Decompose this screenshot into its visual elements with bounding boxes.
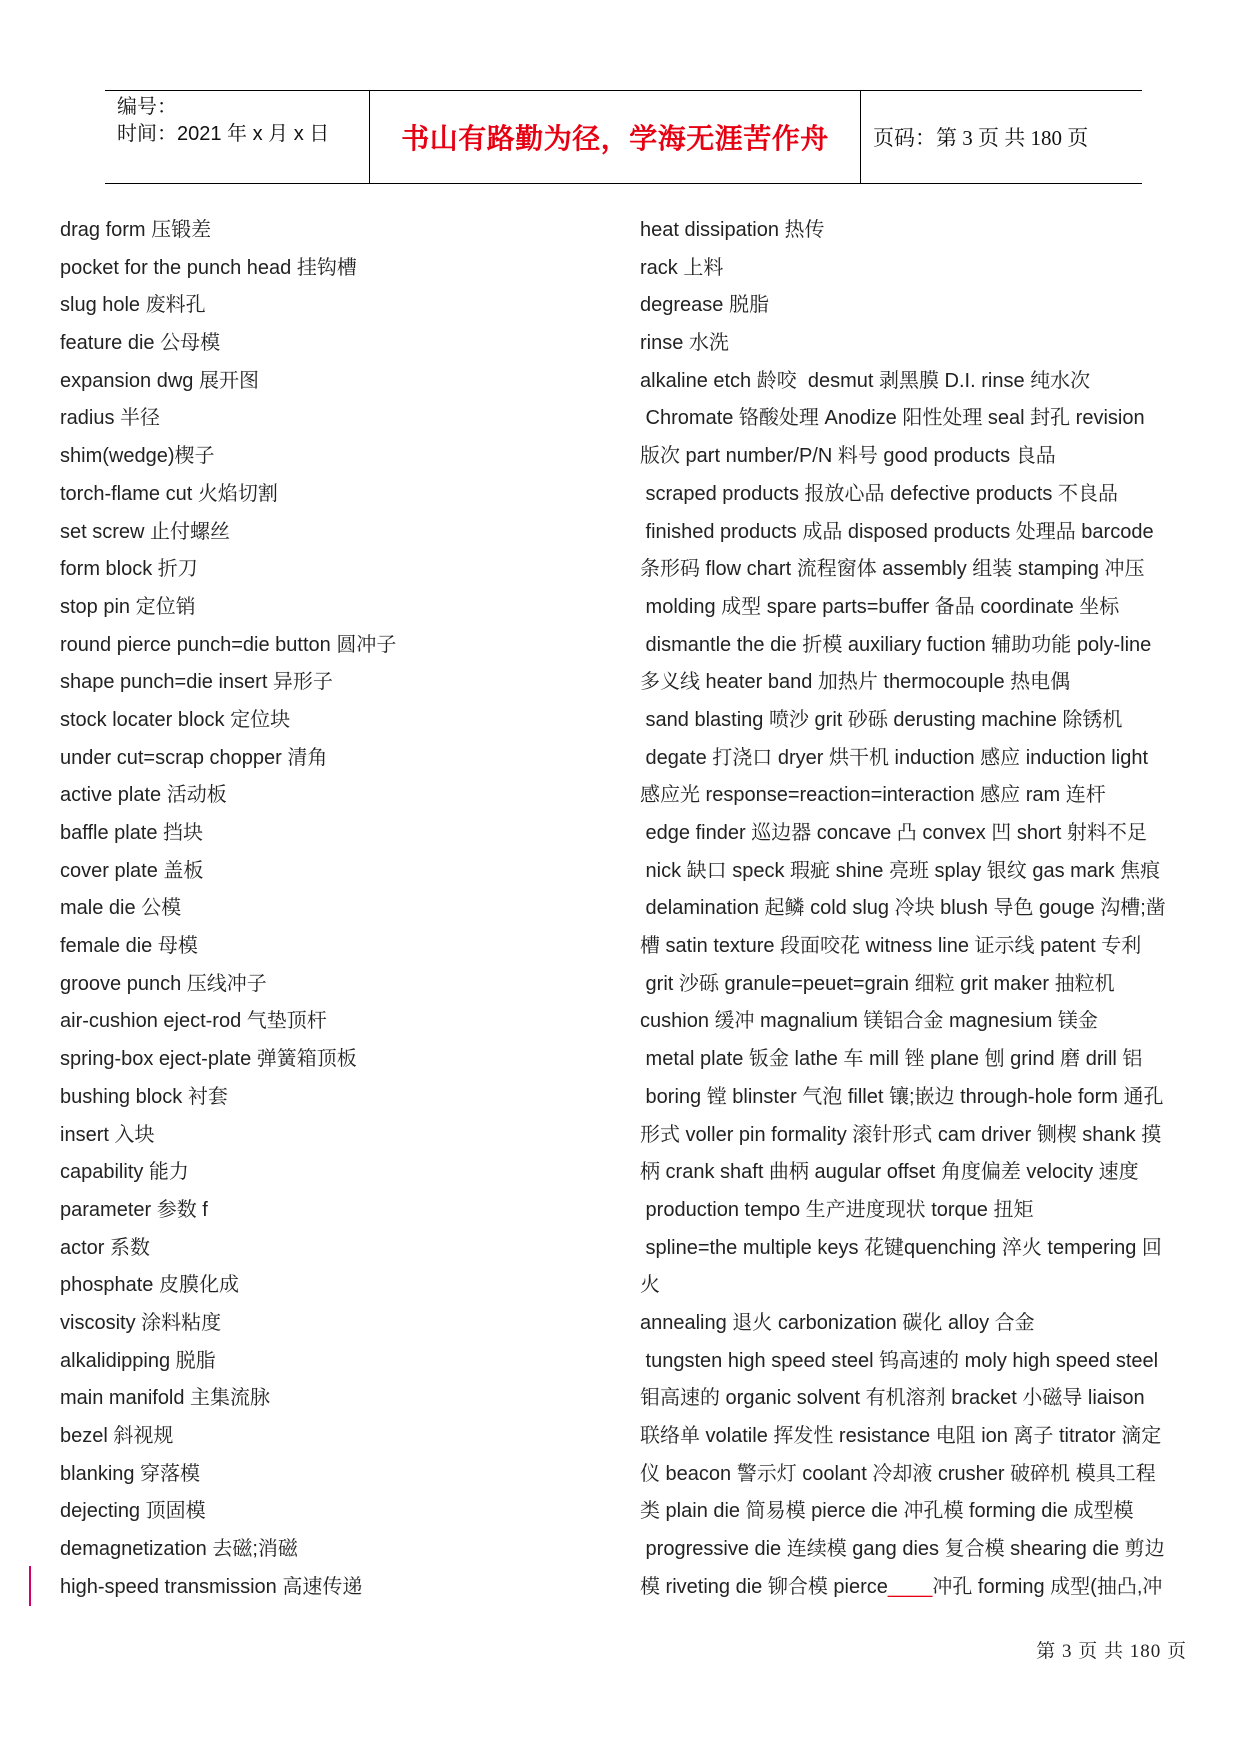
left-term-line: drag form 压锻差 [60, 219, 212, 241]
left-term-line: main manifold 主集流脉 [60, 1387, 271, 1410]
right-term-line: rinse 水洗 [640, 332, 729, 355]
right-term-line: 联络单 volatile 挥发性 resistance 电阻 ion 离子 titrator 滴定 [640, 1425, 1162, 1447]
header-right-cell [860, 91, 1142, 183]
left-term-line: torch-flame cut 火焰切割 [60, 482, 278, 505]
right-term-line: alkaline etch 龄咬 desmut 剥黑膜 D.I. rinse 纯水次 [640, 369, 1091, 392]
left-term-line: groove punch 压线冲子 [60, 972, 267, 995]
right-term-line: 火 [640, 1274, 660, 1297]
right-term-line: 条形码 flow chart 流程窗体 assembly 组装 stamping 冲压 [640, 558, 1145, 581]
left-term-line: active plate 活动板 [60, 784, 227, 807]
right-term-line: 钼高速的 organic solvent 有机溶剂 bracket 小磁导 liaison [640, 1387, 1145, 1410]
left-term-line: capability 能力 [60, 1161, 189, 1184]
right-term-line: heat dissipation 热传 [640, 219, 825, 241]
left-term-line: insert 入块 [60, 1123, 155, 1146]
left-term-line: alkalidipping 脱脂 [60, 1349, 216, 1372]
right-term-line: tungsten high speed steel 钨高速的 moly high speed steel [640, 1349, 1159, 1372]
right-term-line: 多义线 heater band 加热片 thermocouple 热电偶 [640, 671, 1071, 694]
motto-heading: 书山有路勤为径，学海无涯苦作舟 [401, 122, 829, 155]
right-term-line: 类 plain die 简易模 pierce die 冲孔模 forming die 成型模 [640, 1500, 1134, 1523]
right-term-line: degrease 脱脂 [640, 294, 769, 317]
left-term-line: under cut=scrap chopper 清角 [60, 746, 328, 769]
right-term-column [640, 212, 1190, 1606]
left-term-line: shim(wedge)楔子 [60, 445, 215, 468]
right-term-line: 槽 satin texture 段面咬花 witness line 证示线 patent 专利 [640, 935, 1142, 958]
left-term-line: phosphate 皮膜化成 [60, 1274, 239, 1297]
left-term-line: female die 母模 [60, 935, 198, 958]
term-text: 冲孔 forming 成型(抽凸,冲 [932, 1575, 1163, 1598]
left-term-line: round pierce punch=die button 圆冲子 [60, 633, 397, 656]
left-term-line: slug hole 废料孔 [60, 294, 206, 317]
right-term-line: 柄 crank shaft 曲柄 augular offset 角度偏差 velocity 速度 [640, 1161, 1139, 1184]
right-term-line: spline=the multiple keys 花键quenching 淬火 tempering 回 [640, 1236, 1162, 1259]
left-term-line: baffle plate 挡块 [60, 822, 204, 844]
left-term-line: set screw 止付螺丝 [60, 520, 231, 543]
right-term-line: 版次 part number/P/N 料号 good products 良品 [640, 445, 1056, 468]
right-term-line: nick 缺口 speck 瑕疵 shine 亮班 splay 银纹 gas mark 焦痕 [640, 859, 1161, 882]
left-term-line: cover plate 盖板 [60, 859, 204, 882]
left-term-line: high-speed transmission 高速传递 [60, 1575, 363, 1598]
right-term-line: edge finder 巡边器 concave 凸 convex 凹 short 射料不足 [640, 822, 1147, 844]
page-info: 页码：第 3 页 共 180 页 [873, 126, 1089, 150]
header-left-cell [105, 91, 369, 183]
left-term-line: bushing block 衬套 [60, 1085, 228, 1108]
left-term-line: air-cushion eject-rod 气垫顶杆 [60, 1010, 327, 1033]
right-term-line: Chromate 铬酸处理 Anodize 阳性处理 seal 封孔 revision [640, 407, 1145, 430]
right-term-line: sand blasting 喷沙 grit 砂砾 derusting machine 除锈机 [640, 708, 1123, 731]
revision-bar [29, 1566, 31, 1606]
right-term-line: delamination 起鳞 cold slug 冷块 blush 导色 gouge 沟槽;凿 [640, 897, 1166, 920]
left-term-line: parameter 参数 f [60, 1198, 208, 1221]
left-term-line: bezel 斜视规 [60, 1425, 174, 1447]
left-term-line: radius 半径 [60, 407, 161, 430]
right-term-line: annealing 退火 carbonization 碳化 alloy 合金 [640, 1311, 1035, 1334]
left-term-line: spring-box eject-plate 弹簧箱顶板 [60, 1048, 357, 1071]
left-term-line: shape punch=die insert 异形子 [60, 671, 333, 694]
left-term-line: dejecting 顶固模 [60, 1500, 206, 1523]
right-term-line: 形式 voller pin formality 滚针形式 cam driver 铡楔 shank 摸 [640, 1123, 1162, 1146]
left-term-column [60, 212, 620, 1606]
left-term-line: viscosity 涂料粘度 [60, 1311, 222, 1334]
right-term-line: production tempo 生产进度现状 torque 扭矩 [640, 1198, 1034, 1221]
left-term-line: male die 公模 [60, 897, 182, 920]
right-term-line: progressive die 连续模 gang dies 复合模 shearing die 剪边 [640, 1538, 1165, 1561]
right-term-line: degate 打浇口 dryer 烘干机 induction 感应 induction light [640, 746, 1148, 769]
left-term-line: demagnetization 去磁;消磁 [60, 1538, 298, 1561]
right-term-line: dismantle the die 折模 auxiliary fuction 辅助功能 poly-line [640, 633, 1152, 656]
header-center-cell [369, 91, 860, 183]
left-term-line: form block 折刀 [60, 558, 198, 581]
left-term-line: stock locater block 定位块 [60, 708, 291, 731]
right-term-line: 感应光 response=reaction=interaction 感应 ram 连杆 [640, 784, 1106, 807]
left-term-line: pocket for the punch head 挂钩槽 [60, 256, 357, 279]
right-term-line: molding 成型 spare parts=buffer 备品 coordinate 坐标 [640, 595, 1120, 618]
right-term-line: rack 上料 [640, 256, 724, 279]
right-term-line: cushion 缓冲 magnalium 镁铝合金 magnesium 镁金 [640, 1010, 1098, 1033]
right-term-line: finished products 成品 disposed products 处理品 barcode [640, 520, 1154, 543]
fill-blank: ____ [887, 1575, 933, 1598]
left-term-line: expansion dwg 展开图 [60, 369, 259, 392]
term-text: 模 riveting die 铆合模 pierce [640, 1575, 888, 1598]
right-term-line: scraped products 报放心品 defective products 不良品 [640, 482, 1118, 505]
right-term-line [640, 1569, 1190, 1607]
right-term-line: 仪 beacon 警示灯 coolant 冷却液 crusher 破碎机 模具工程 [640, 1462, 1156, 1485]
footer-page-number: 第 3 页 共 180 页 [1036, 1641, 1187, 1662]
right-term-line: metal plate 钣金 lathe 车 mill 锉 plane 刨 grind 磨 drill 铝 [640, 1048, 1143, 1071]
time-label: 时间：2021 年 x 月 x 日 [117, 123, 330, 145]
page-header-table [105, 90, 1142, 184]
right-term-line: boring 镗 blinster 气泡 fillet 镶;嵌边 through-hole form 通孔 [640, 1085, 1164, 1108]
left-term-line: actor 系数 [60, 1236, 151, 1259]
left-term-line: feature die 公母模 [60, 332, 221, 355]
left-term-line: blanking 穿落模 [60, 1462, 201, 1485]
right-term-line: grit 沙砾 granule=peuet=grain 细粒 grit maker 抽粒机 [640, 972, 1115, 995]
serial-number-label: 编号： [117, 96, 177, 118]
left-term-line: stop pin 定位销 [60, 595, 196, 618]
